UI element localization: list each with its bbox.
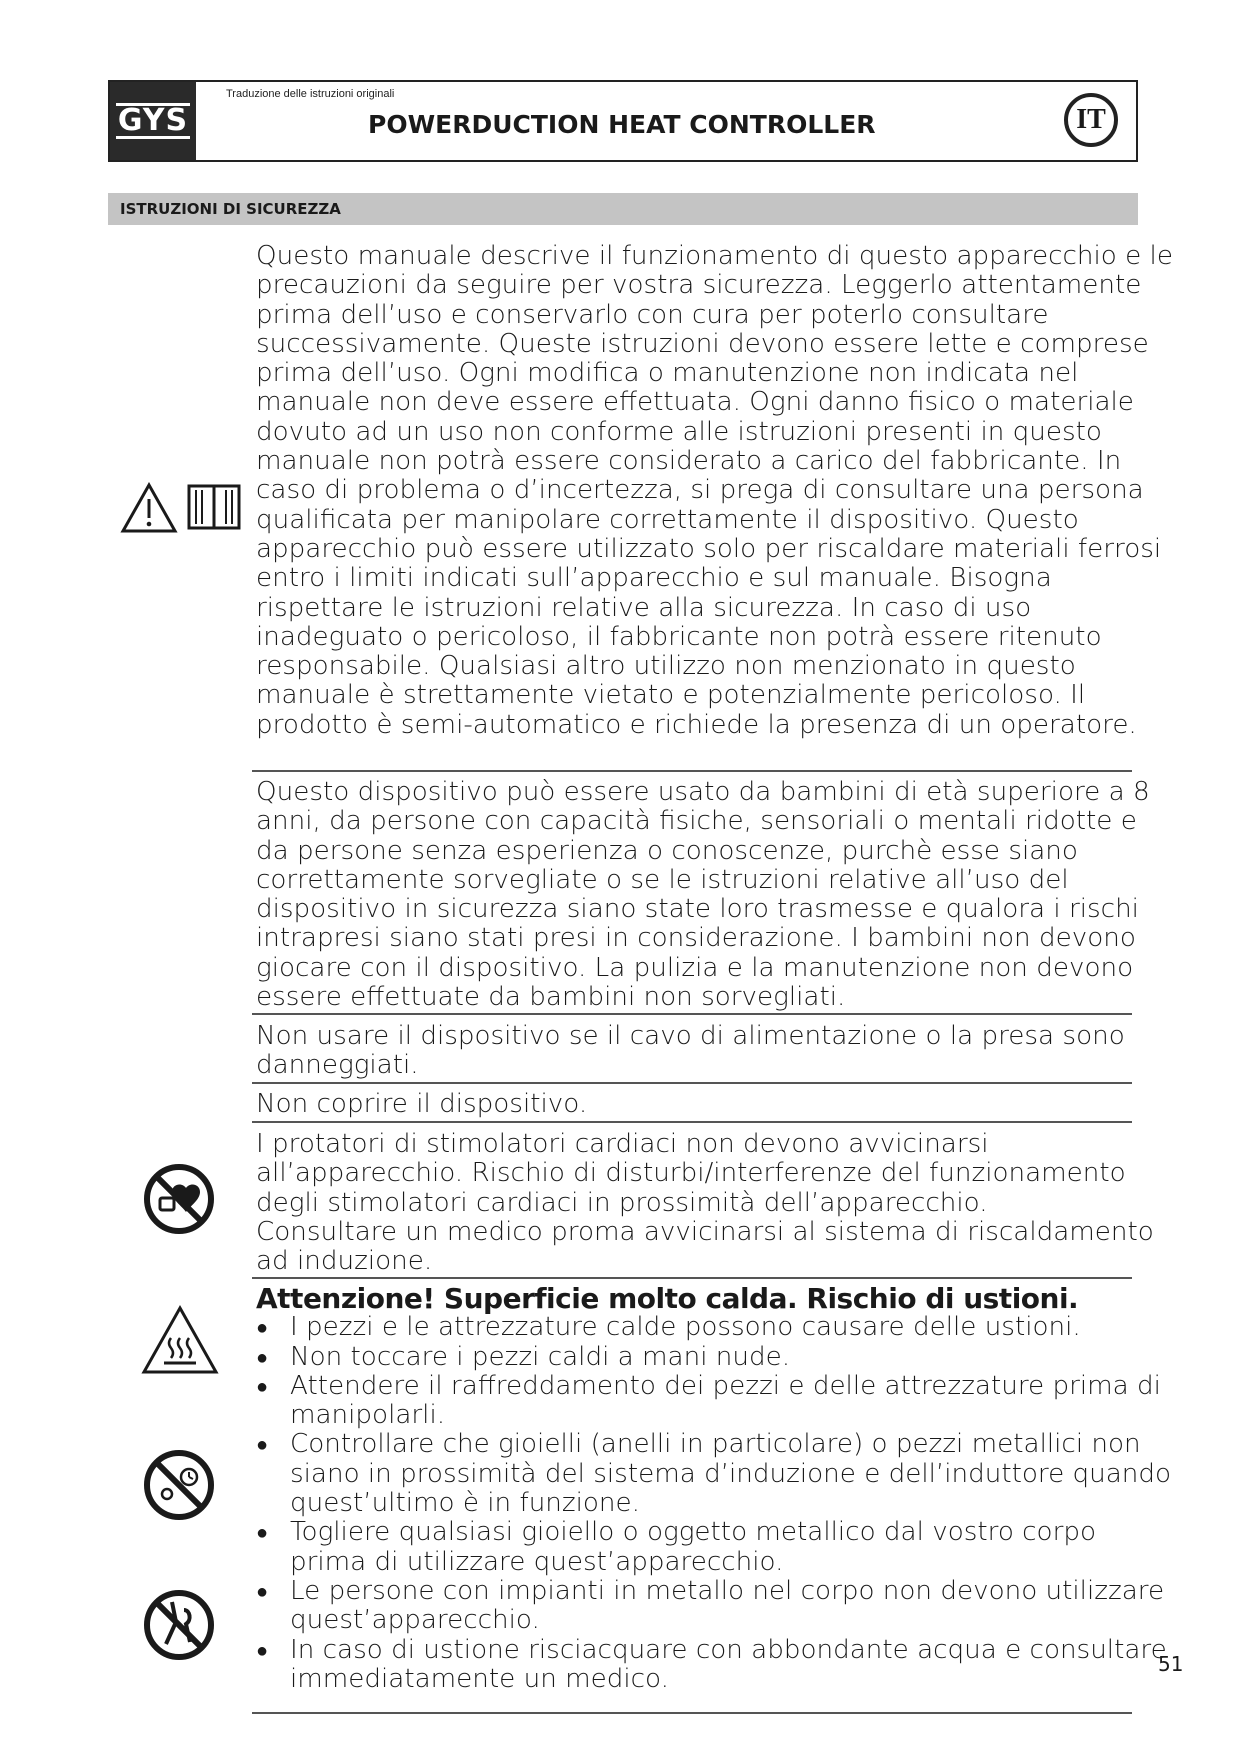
- separator: [252, 1712, 1132, 1714]
- no-metal-jewellery-icon: [142, 1448, 216, 1522]
- hot-surface-warning: [256, 1284, 1176, 1694]
- document-header: [108, 80, 1138, 162]
- safety-paragraph-pacemaker: [256, 1130, 1176, 1276]
- no-metal-implant-icon: [142, 1588, 216, 1662]
- warning-title: Attenzione! Superficie molto calda. Rischio di ustioni.: [256, 1282, 1079, 1315]
- safety-paragraph-general: [256, 242, 1176, 740]
- hot-surface-icon: [140, 1304, 220, 1376]
- read-manual-icon: [186, 482, 242, 532]
- warning-list: [256, 1313, 1176, 1694]
- list-item: ● Attendere il raffreddamento dei pezzi e delle attrezzature prima di manipolarli.: [256, 1372, 1176, 1431]
- safety-paragraph-cover: [256, 1090, 1176, 1119]
- safety-paragraph-cable: [256, 1022, 1176, 1081]
- list-item: ● Togliere qualsiasi gioiello o oggetto metallico dal vostro corpo prima di utilizzare quest’apparecchio.: [256, 1518, 1176, 1577]
- list-item: ● In caso di ustione risciacquare con abbondante acqua e consultare immediatamente un medico.: [256, 1636, 1176, 1695]
- separator: [252, 1277, 1132, 1279]
- page-number: 51: [1158, 1652, 1184, 1676]
- paragraph-text: Questo manuale descrive il funzionamento di questo apparecchio e le precauzioni da seguire per vostra sicurezza. Leggerlo attentamente prima dell’uso e conservarlo con cura per poterlo consultare successivamente. Queste istruzioni devono essere lette e comprese prima dell’uso. Ogni modifica o manutenzione non indicata nel manuale non deve essere effettuata. Ogni danno fisico o materiale dovuto ad un uso non conforme alle istruzioni presenti in questo manuale non potrà essere considerato a carico del fabbricante. In caso di problema o d’incertezza, si prega di consultare una persona qualificata per manipolare correttamente il dispositivo. Questo apparecchio può essere utilizzato solo per riscaldare materiali ferrosi entro i limiti indicati sull’apparecchio e sul manuale. Bisogna rispettare le istruzioni relative alla sicurezza. In caso di uso inadeguato o pericoloso, il fabbricante non potrà essere ritenuto responsabile. Qualsiasi altro utilizzo non menzionato in questo manuale è strettamente vietato e potenzialmente pericoloso. Il prodotto è semi-automatico e richiede la presenza di un operatore.: [256, 241, 1173, 740]
- safety-paragraph-children: [256, 778, 1176, 1012]
- no-pacemaker-icon: [142, 1162, 216, 1236]
- paragraph-text: Non coprire il dispositivo.: [256, 1089, 588, 1119]
- paragraph-text: Questo dispositivo può essere usato da bambini di età superiore a 8 anni, da persone con capacità fisiche, sensoriali o mentali ridotte e da persone senza esperienza o conoscenze, purchè esse siano correttamente sorvegliate o se le istruzioni relative all’uso del dispositivo in sicurezza siano state loro trasmesse e qualora i rischi intrapresi siano stati presi in considerazione. I bambini non devono giocare con il dispositivo. La pulizia e la manutenzione non devono essere effettuate da bambini non sorvegliati.: [256, 777, 1150, 1013]
- list-item: ● Non toccare i pezzi caldi a mani nude.: [256, 1343, 1176, 1372]
- translation-note: Traduzione delle istruzioni originali: [226, 88, 395, 100]
- language-badge: IT: [1064, 93, 1118, 147]
- paragraph-text: I protatori di stimolatori cardiaci non devono avvicinarsi all’apparecchio. Rischio di disturbi/interferenze del funzionamento degli stimolatori cardiaci in prossimità dell’apparecchio.: [256, 1129, 1126, 1218]
- gys-logo: GYS: [110, 82, 196, 160]
- warning-triangle-icon: [120, 482, 178, 534]
- separator: [252, 1013, 1132, 1015]
- list-item: ● Le persone con impianti in metallo nel corpo non devono utilizzare quest’apparecchio.: [256, 1577, 1176, 1636]
- separator: [252, 770, 1132, 772]
- paragraph-text: Non usare il dispositivo se il cavo di alimentazione o la presa sono danneggiati.: [256, 1021, 1125, 1081]
- separator: [252, 1082, 1132, 1084]
- list-item: ● I pezzi e le attrezzature calde possono causare delle ustioni.: [256, 1313, 1176, 1342]
- paragraph-text: Consultare un medico proma avvicinarsi al sistema di riscaldamento ad induzione.: [256, 1216, 1154, 1277]
- section-title: ISTRUZIONI DI SICUREZZA: [108, 193, 1138, 225]
- separator: [252, 1121, 1132, 1123]
- document-title: POWERDUCTION HEAT CONTROLLER: [368, 110, 876, 139]
- list-item: ● Controllare che gioielli (anelli in particolare) o pezzi metallici non siano in prossimità del sistema d’induzione e dell’induttore quando quest’ultimo è in funzione.: [256, 1430, 1176, 1518]
